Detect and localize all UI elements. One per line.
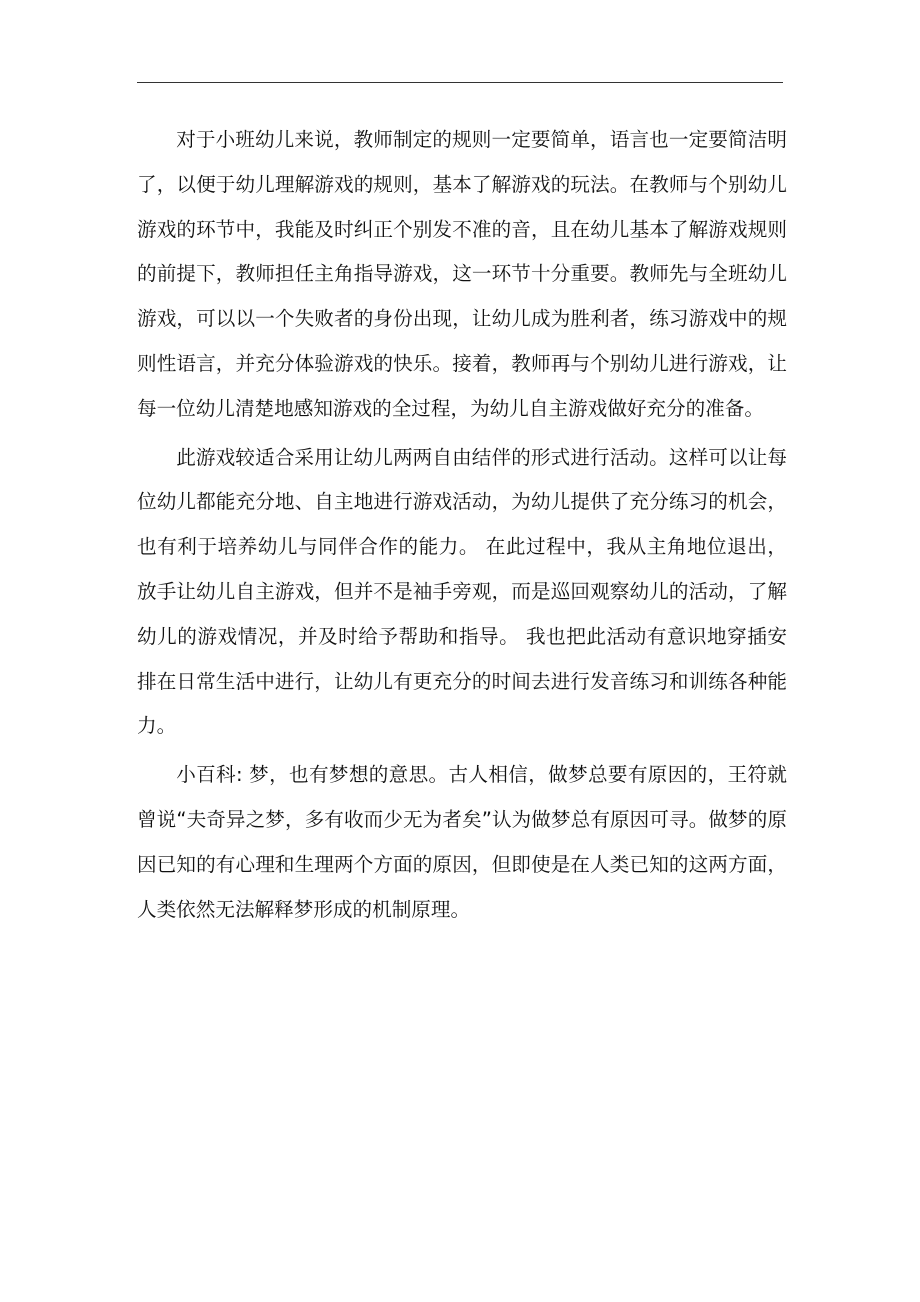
- header-rule: [137, 82, 783, 83]
- paragraph-pair-play: 此游戏较适合采用让幼儿两两自由结伴的形式进行活动。这样可以让每位幼儿都能充分地、自主地进行游戏活动，为幼儿提供了充分练习的机会，也有利于培养幼儿与同伴合作的能力。 在此过程中，我从主角地位退出，放手让幼儿自主游戏，但并不是袖手旁观，而是巡回观察幼儿的活动，了解幼儿的游戏情况，并及时给予帮助和指导。 我也把此活动有意识地穿插安排在日常生活中进行，让幼儿有更充分的时间去进行发音练习和训练各种能力。: [137, 445, 787, 738]
- document-body: [137, 118, 787, 936]
- paragraph-encyclopedia: 小百科: 梦，也有梦想的意思。古人相信，做梦总要有原因的，王符就曾说“夫奇异之梦，多有收而少无为者矣”认为做梦总有原因可寻。做梦的原因已知的有心理和生理两个方面的原因，但即使是在人类已知的这两方面，人类依然无法解释梦形成的机制原理。: [137, 763, 787, 921]
- paragraph-game-rules: 对于小班幼儿来说，教师制定的规则一定要简单，语言也一定要简洁明了，以便于幼儿理解游戏的规则，基本了解游戏的玩法。在教师与个别幼儿游戏的环节中，我能及时纠正个别发不准的音，且在幼儿基本了解游戏规则的前提下，教师担任主角指导游戏，这一环节十分重要。教师先与全班幼儿游戏，可以以一个失败者的身份出现，让幼儿成为胜利者，练习游戏中的规则性语言，并充分体验游戏的快乐。接着，教师再与个别幼儿进行游戏，让每一位幼儿清楚地感知游戏的全过程，为幼儿自主游戏做好充分的准备。: [137, 128, 787, 420]
